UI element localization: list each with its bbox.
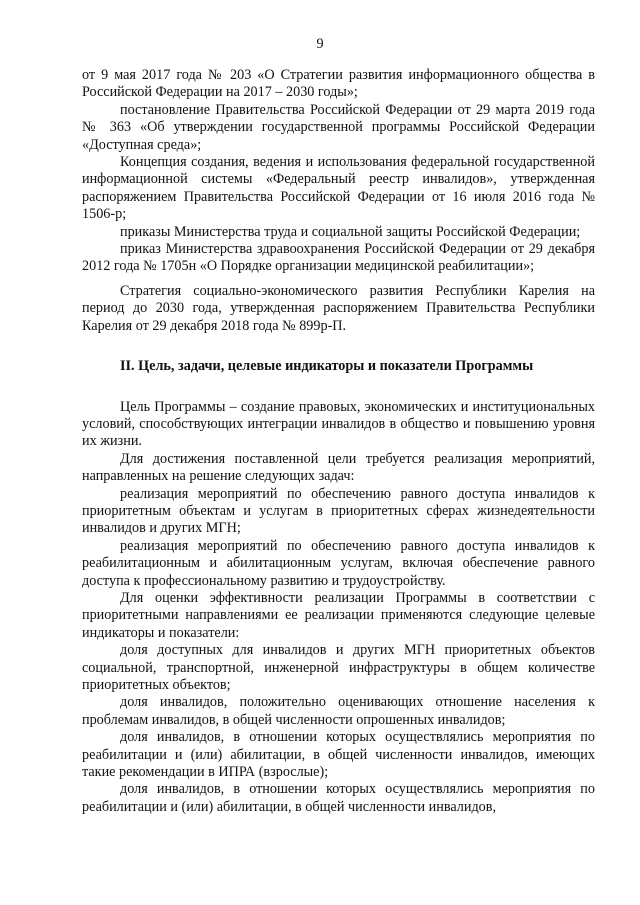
paragraph: Для достижения поставленной цели требуется реализация мероприятий, направленных на решение следующих задач: <box>82 450 595 485</box>
paragraph: доля доступных для инвалидов и других МГН приоритетных объектов социальной, транспортной, инженерной инфраструктуры в общем количестве приоритетных объектов; <box>82 642 595 693</box>
paragraph: Для оценки эффективности реализации Программы в соответствии с приоритетными направлениями ее реализации применяются следующие целевые индикаторы и показатели: <box>82 589 595 641</box>
paragraph: Стратегия социально-экономического развития Республики Карелия на период до 2030 года, утвержденная распоряжением Правительства Республики Карелия от 29 декабря 2018 года № 899р-П. <box>82 282 595 334</box>
paragraph: от 9 мая 2017 года № 203 «О Стратегии развития информационного общества в Российской Федерации на 2017 – 2030 годы»; <box>82 67 595 101</box>
page-number: 9 <box>316 36 324 52</box>
paragraph: Цель Программы – создание правовых, экономических и институциональных условий, способствующих интеграции инвалидов в общество и повышению уровня их жизни. <box>82 398 595 450</box>
paragraph: доля инвалидов, в отношении которых осуществлялись мероприятия по реабилитации и (или) абилитации, в общей численности инвалидов, <box>82 781 595 815</box>
paragraph: приказы Министерства труда и социальной защиты Российской Федерации; <box>120 223 581 240</box>
paragraph: реализация мероприятий по обеспечению равного доступа инвалидов к приоритетным объектам и услугам в приоритетных сферах жизнедеятельности инвалидов и других МГН; <box>82 485 595 537</box>
section-heading: II. Цель, задачи, целевые индикаторы и показатели Программы <box>120 358 534 375</box>
paragraph: постановление Правительства Российской Федерации от 29 марта 2019 года № 363 «Об утверждении государственной программы Российской Федерации «Доступная среда»; <box>82 101 595 153</box>
paragraph: реализация мероприятий по обеспечению равного доступа инвалидов к реабилитационным и абилитационным услугам, включая обеспечение равного доступа к профессиональному развитию и трудоустройству. <box>82 537 595 589</box>
document-body <box>82 67 595 816</box>
paragraph: Концепция создания, ведения и использования федеральной государственной информационной системы «Федеральный реестр инвалидов», утвержденная распоряжением Правительства Российской Федерации от 16 июля 2016 года № 1506-р; <box>82 154 595 223</box>
paragraph: приказ Министерства здравоохранения Российской Федерации от 29 декабря 2012 года № 1705н «О Порядке организации медицинской реабилитации»; <box>82 241 595 275</box>
paragraph: доля инвалидов, в отношении которых осуществлялись мероприятия по реабилитации и (или) абилитации, в общей численности инвалидов, имеющих такие рекомендации в ИПРА (взрослые); <box>82 729 595 781</box>
paragraph: доля инвалидов, положительно оценивающих отношение населения к проблемам инвалидов, в общей численности опрошенных инвалидов; <box>82 694 595 728</box>
